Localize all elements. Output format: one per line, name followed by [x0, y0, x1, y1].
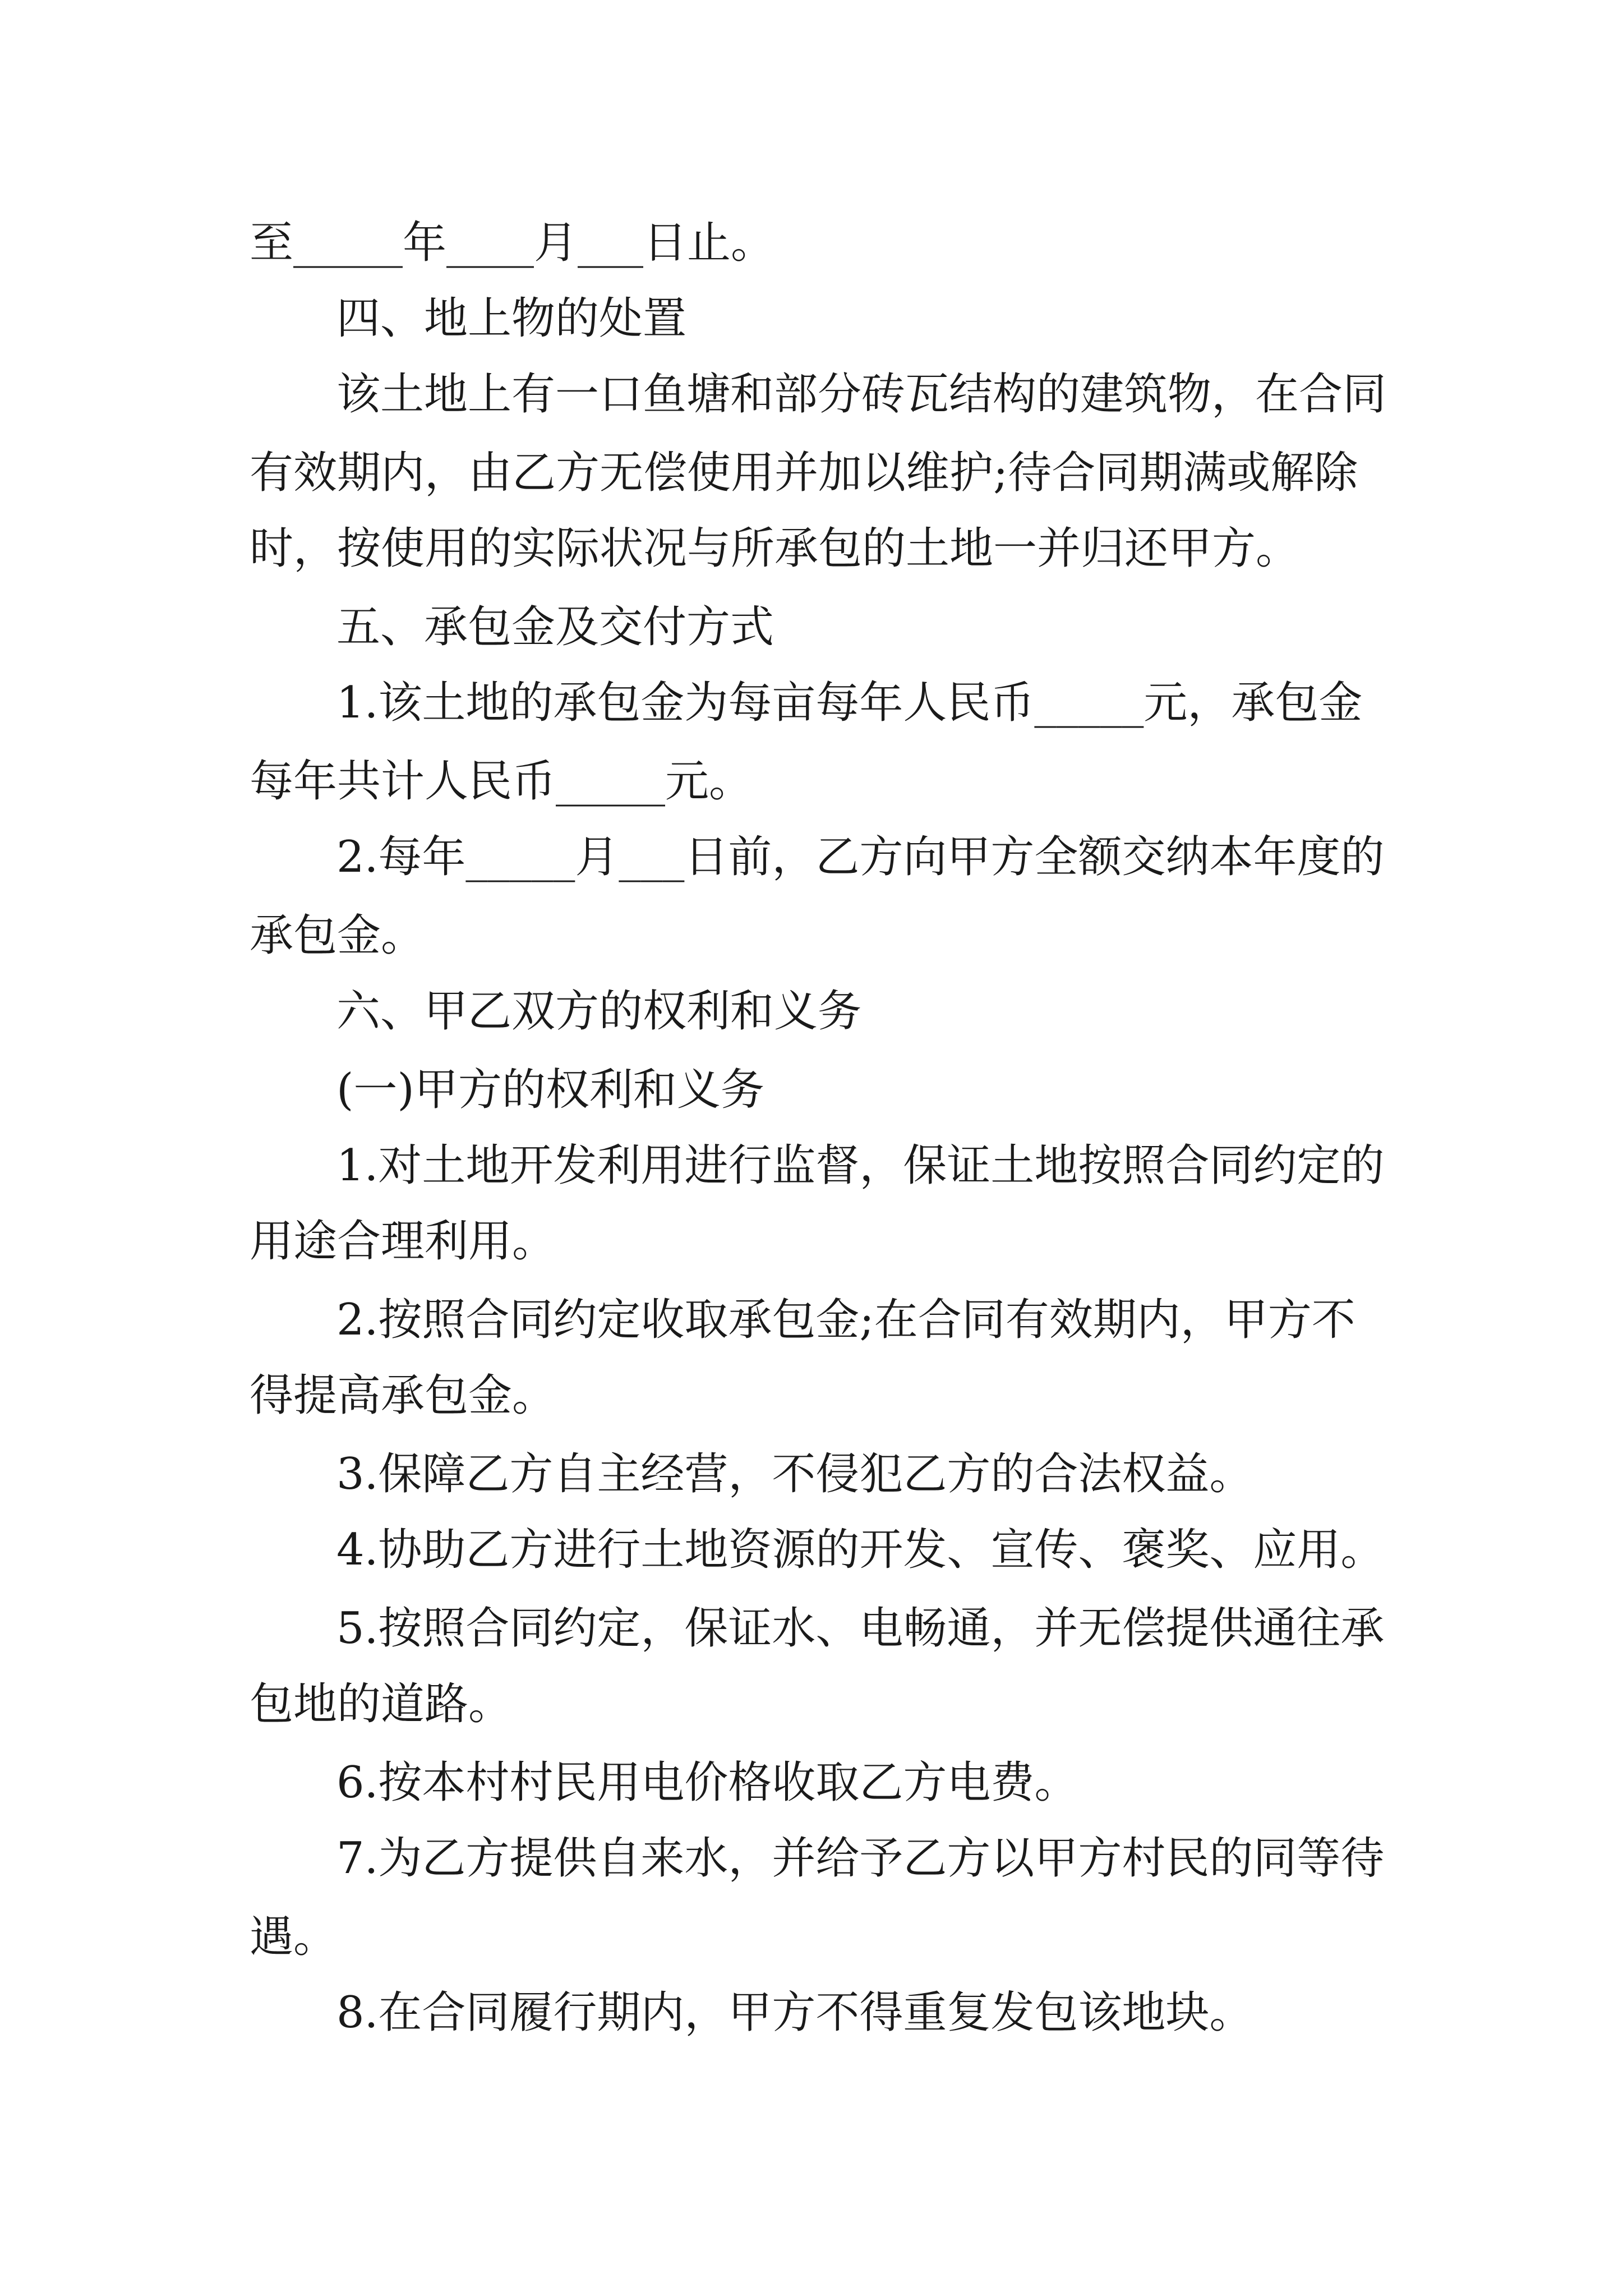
text-line: 1.该土地的承包金为每亩每年人民币_____元，承包金 [336, 678, 1363, 728]
text-line: 2.每年_____月___日前，乙方向甲方全额交纳本年度的 [336, 832, 1385, 882]
text-line: 包地的道路。 [250, 1679, 513, 1729]
subsection-heading: (一)甲方的权利和义务 [336, 1065, 764, 1115]
text-line: 该土地上有一口鱼塘和部分砖瓦结构的建筑物，在合同 [336, 369, 1387, 420]
text-line: 1.对土地开发利用进行监督，保证土地按照合同约定的 [336, 1140, 1385, 1191]
text-line: 2.按照合同约定收取承包金;在合同有效期内，甲方不 [336, 1295, 1355, 1345]
section-heading: 五、承包金及交付方式 [336, 602, 774, 652]
text-line: 7.为乙方提供自来水，并给予乙方以甲方村民的同等待 [336, 1833, 1385, 1884]
section-heading: 六、甲乙双方的权利和义务 [336, 986, 862, 1037]
text-line: 得提高承包金。 [250, 1370, 556, 1421]
text-line: 8.在合同履行期内，甲方不得重复发包该地块。 [336, 1987, 1253, 2038]
text-line: 每年共计人民币_____元。 [250, 756, 753, 807]
text-line: 5.按照合同约定，保证水、电畅通，并无偿提供通往承 [336, 1603, 1385, 1654]
text-line: 3.保障乙方自主经营，不侵犯乙方的合法权益。 [336, 1449, 1253, 1499]
text-line: 用途合理利用。 [250, 1216, 556, 1267]
text-line: 承包金。 [250, 910, 425, 961]
text-line: 6.按本村村民用电价格收取乙方电费。 [336, 1757, 1078, 1808]
text-line: 有效期内，由乙方无偿使用并加以维护;待合同期满或解除 [250, 448, 1358, 498]
text-line: 遇。 [250, 1912, 338, 1962]
text-line: 4.协助乙方进行土地资源的开发、宣传、褒奖、应用。 [336, 1525, 1385, 1575]
section-heading: 四、地上物的处置 [336, 293, 687, 344]
text-line: 时，按使用的实际状况与所承包的土地一并归还甲方。 [250, 523, 1300, 574]
text-line: 至_____年____月___日止。 [250, 218, 775, 268]
